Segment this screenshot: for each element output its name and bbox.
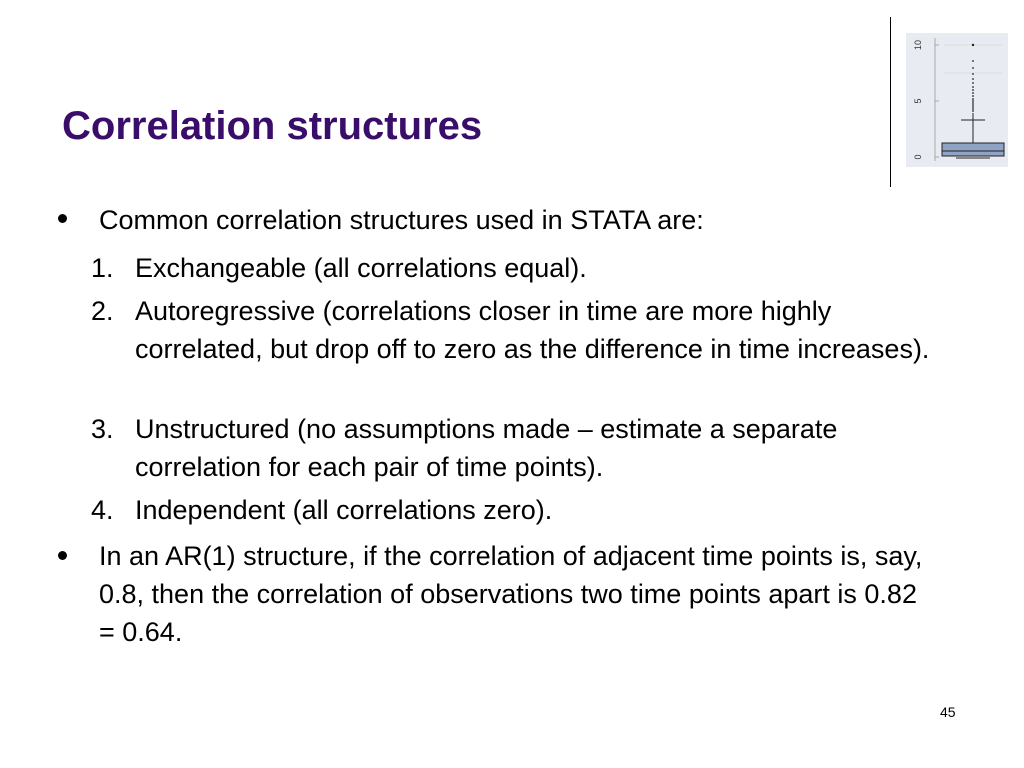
list-number: 2. (91, 296, 114, 326)
list-item-text: Unstructured (no assumptions made – estimate a separate correlation for each pair of time points). (135, 414, 838, 482)
list-number: 1. (91, 253, 114, 283)
list-item-text: Exchangeable (all correlations equal). (135, 253, 587, 283)
bullet-marker (56, 549, 70, 563)
bullet-marker (56, 212, 70, 226)
slide-title: Correlation structures (62, 104, 483, 148)
tick-label-5: 5 (913, 98, 923, 104)
list-item-text: Autoregressive (correlations closer in time are more highly correlated, but drop off to zero as the difference in time increases). (135, 296, 930, 364)
list-number: 3. (91, 414, 114, 444)
bullet-text: Common correlation structures used in STATA are: (99, 205, 704, 235)
bullet-text: In an AR(1) structure, if the correlation of adjacent time points is, say, 0.8, then the correlation of observations two time points apart is 0.82 = 0.64. (99, 541, 923, 647)
list-item-text: Independent (all correlations zero). (135, 495, 553, 525)
tick-label-0: 0 (913, 154, 923, 160)
tick-label-10: 10 (913, 39, 923, 51)
page-number: 45 (940, 704, 956, 720)
list-number: 4. (91, 495, 114, 525)
